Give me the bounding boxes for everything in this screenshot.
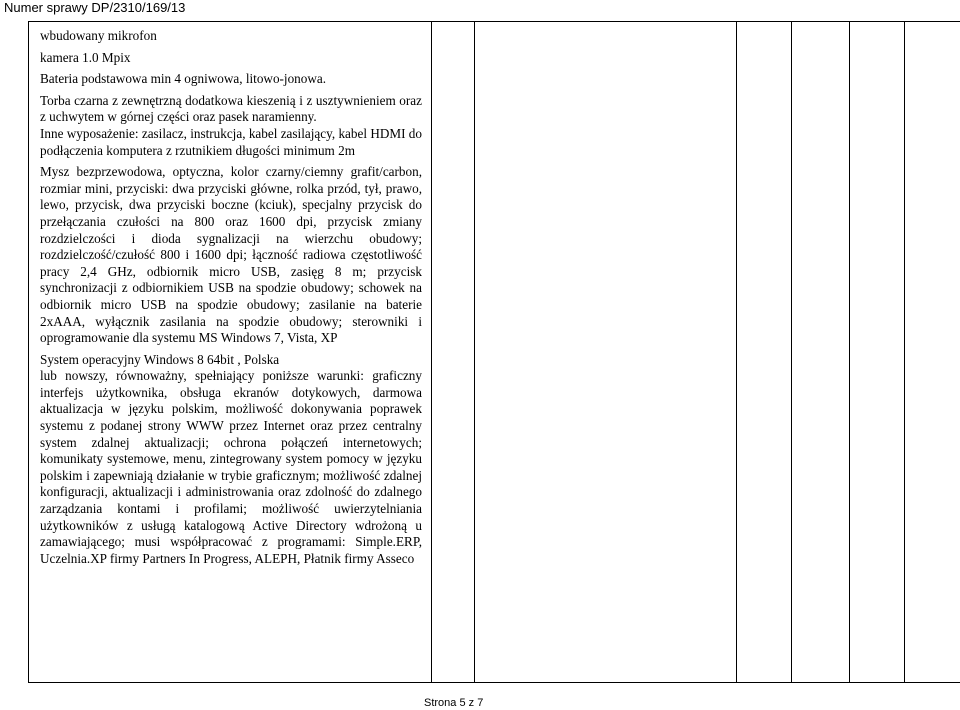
spec-line-bag: Torba czarna z zewnętrzną dodatkowa kieszenią i z usztywnieniem oraz z uchwytem w górnej części oraz pasek naramienny. bbox=[40, 92, 422, 125]
table-column-divider bbox=[431, 21, 432, 682]
document-number: Numer sprawy DP/2310/169/13 bbox=[4, 0, 186, 15]
description-cell bbox=[40, 28, 422, 567]
table-bottom-border bbox=[28, 682, 960, 683]
table-column-divider bbox=[904, 21, 905, 682]
page-number: Strona 5 z 7 bbox=[424, 697, 484, 709]
spec-line-os-requirements: lub nowszy, równoważny, spełniający poniższe warunki: graficzny interfejs użytkownika, obsługa ekranów dotykowych, darmowa aktualizacja w języku polskim, możliwość dokonywania poprawek systemu z podanej strony WWW przez Internet oraz przez centralny system zdalnej aktualizacji; ochrona połączeń internetowych; komunikaty systemowe, menu, zintegrowany system pomocy w języku polskim i zapewniają działanie w trybie graficznym; możliwość zdalnej konfiguracji, aktualizacji i administrowania oraz zdolność do zdalnego zarządzania kontami i profilami; możliwość uwierzytelniania użytkowników z usługą katalogową Active Directory wdrożoną u zamawiającego; musi współpracować z programami: Simple.ERP, Uczelnia.XP firmy Partners In Progress, ALEPH, Płatnik firmy Asseco bbox=[40, 368, 422, 566]
table-column-divider bbox=[849, 21, 850, 682]
table-column-divider bbox=[791, 21, 792, 682]
spec-line-battery: Bateria podstawowa min 4 ogniwowa, litowo-jonowa. bbox=[40, 71, 327, 87]
table-column-divider bbox=[736, 21, 737, 682]
spec-line-accessories: Inne wyposażenie: zasilacz, instrukcja, kabel zasilający, kabel HDMI do podłączenia komputera z rzutnikiem długości minimum 2m bbox=[40, 125, 422, 158]
spec-line-mouse: Mysz bezprzewodowa, optyczna, kolor czarny/ciemny grafit/carbon, rozmiar mini, przyciski: dwa przyciski główne, rolka przód, tył, prawo, lewo, przycisk, dwa przyciski boczne (kciuk), specjalny przycisk do przełączania czułości na 800 oraz 1600 dpi, przycisk zmiany rozdzielczości i dioda sygnalizacji na wierzchu obudowy; rozdzielczość/czułość 800 i 1600 dpi; łączność radiowa częstotliwość pracy 2,4 GHz, odbiornik micro USB, zasięg 8 m; przycisk synchronizacji z odbiornikiem USB na spodzie obudowy; schowek na odbiornik micro USB na spodzie obudowy; zasilanie na baterie 2xAAA, wyłącznik zasilania na spodzie obudowy; sterowniki i oprogramowanie dla systemu MS Windows 7, Vista, XP bbox=[40, 164, 422, 346]
spec-line-camera: kamera 1.0 Mpix bbox=[40, 49, 131, 65]
spec-line-microphone: wbudowany mikrofon bbox=[40, 28, 157, 43]
table-top-border bbox=[28, 21, 960, 22]
spec-line-os: System operacyjny Windows 8 64bit , Polska bbox=[40, 351, 280, 367]
table-border-left bbox=[28, 21, 29, 682]
table-column-divider bbox=[474, 21, 475, 682]
